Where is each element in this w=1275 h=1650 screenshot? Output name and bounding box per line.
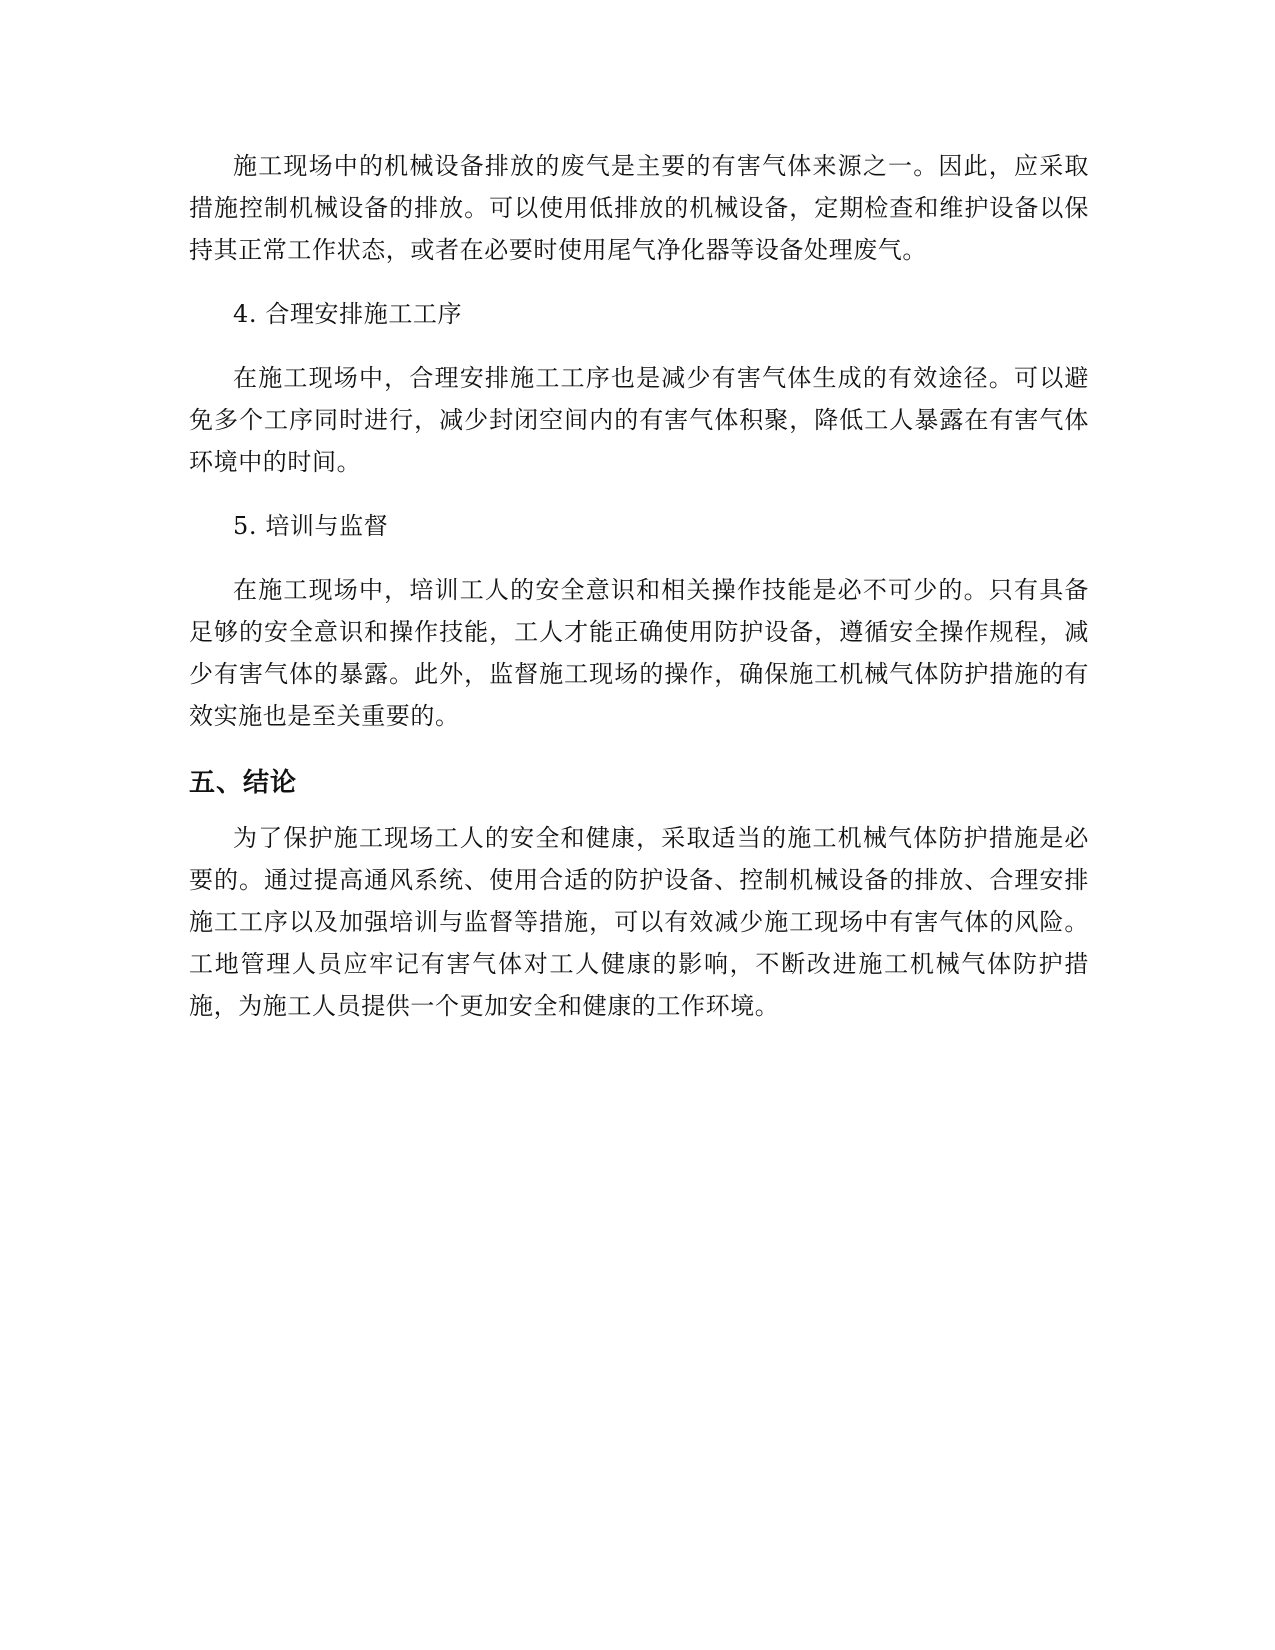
section-title-conclusion: 五、结论 [189,768,298,798]
paragraph-emission-control: 施工现场中的机械设备排放的废气是主要的有害气体来源之一。因此，应采取措施控制机械设备的排放。可以使用低排放的机械设备，定期检查和维护设备以保持其正常工作状态，或者在必要时使用尾气净化器等设备处理废气。 [189,152,1089,264]
subheading-training-supervision: 5. 培训与监督 [233,512,389,540]
subheading-arrange-process: 4. 合理安排施工工序 [233,300,463,328]
paragraph-conclusion: 为了保护施工现场工人的安全和健康，采取适当的施工机械气体防护措施是必要的。通过提高通风系统、使用合适的防护设备、控制机械设备的排放、合理安排施工工序以及加强培训与监督等措施，可以有效减少施工现场中有害气体的风险。工地管理人员应牢记有害气体对工人健康的影响，不断改进施工机械气体防护措施，为施工人员提供一个更加安全和健康的工作环境。 [189,824,1089,1020]
paragraph-arrange-process: 在施工现场中，合理安排施工工序也是减少有害气体生成的有效途径。可以避免多个工序同时进行，减少封闭空间内的有害气体积聚，降低工人暴露在有害气体环境中的时间。 [189,364,1089,476]
paragraph-training-supervision: 在施工现场中，培训工人的安全意识和相关操作技能是必不可少的。只有具备足够的安全意识和操作技能，工人才能正确使用防护设备，遵循安全操作规程，减少有害气体的暴露。此外，监督施工现场的操作，确保施工机械气体防护措施的有效实施也是至关重要的。 [189,576,1089,730]
document-body [189,145,1089,1027]
